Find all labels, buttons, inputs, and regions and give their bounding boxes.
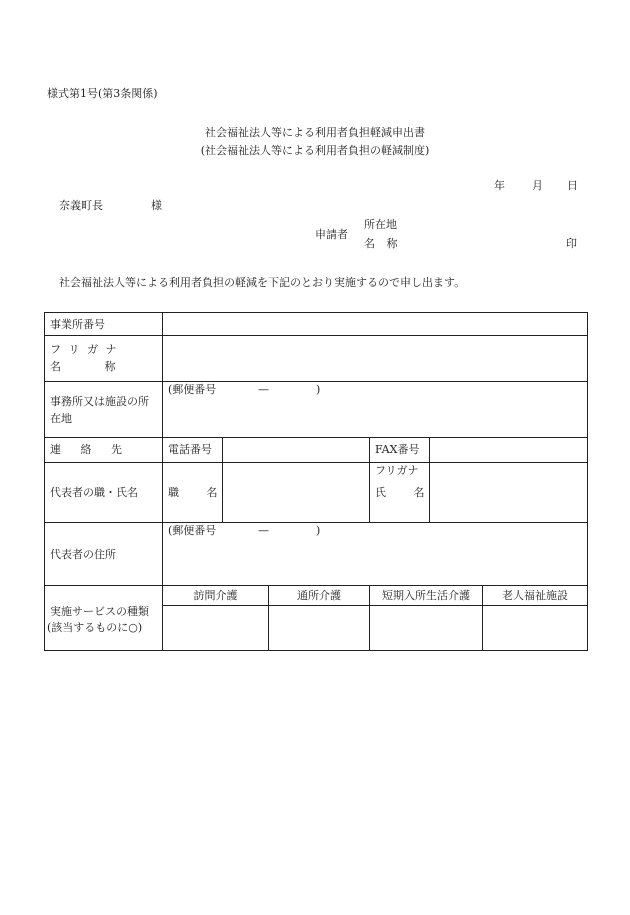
rep-furigana-label: フリガナ [375, 464, 419, 477]
applicant-label: 申請者 [315, 228, 348, 241]
date-month-label: 月 [532, 179, 543, 192]
rep-address-field[interactable] [164, 539, 586, 583]
rep-postal-dash: — [258, 524, 269, 537]
rep-postal-label: (郵便番号 [168, 524, 217, 537]
office-address-field[interactable] [164, 398, 586, 436]
service-day-care-check[interactable] [270, 607, 368, 649]
phone-field[interactable] [224, 439, 368, 461]
service-elderly-facility-header: 老人福祉施設 [502, 589, 568, 602]
service-short-stay-check[interactable] [371, 607, 481, 649]
office-address-label-line2: 在地 [50, 412, 72, 425]
addressee-name: 奈義町長 [59, 199, 103, 212]
office-number-field[interactable] [164, 314, 586, 334]
service-home-visit-care-header: 訪問介護 [193, 589, 238, 602]
applicant-address-label: 所在地 [364, 218, 397, 231]
form-number: 様式第1号(第3条関係) [47, 87, 158, 100]
office-number-label: 事業所番号 [50, 318, 105, 331]
name-label: 名 称 [50, 360, 116, 373]
fax-field[interactable] [431, 439, 586, 461]
rep-postal-close: ) [316, 524, 321, 537]
application-statement: 社会福祉法人等による利用者負担の軽減を下記のとおり実施するので申し出ます。 [59, 276, 466, 289]
form-title: 社会福祉法人等による利用者負担軽減申出書 [205, 126, 425, 139]
job-title-label: 職 名 [168, 486, 218, 499]
rep-name-label: 氏 名 [375, 486, 425, 499]
applicant-name-label: 名 称 [364, 237, 398, 250]
services-label-line1: 実施サービスの種類 [50, 605, 149, 618]
job-title-field[interactable] [224, 464, 368, 521]
date-day-label: 日 [567, 179, 578, 192]
phone-label: 電話番号 [168, 443, 212, 456]
services-label-line2: (該当するものに○) [47, 621, 143, 634]
office-name-field[interactable] [164, 337, 586, 379]
service-home-visit-care-check[interactable] [164, 607, 267, 649]
office-postal-close: ) [316, 383, 321, 396]
office-postal-label: (郵便番号 [168, 383, 217, 396]
office-address-label-line1: 事務所又は施設の所 [50, 395, 149, 408]
service-day-care-header: 通所介護 [297, 589, 341, 602]
rep-name-field[interactable] [431, 464, 586, 521]
service-short-stay-header: 短期入所生活介護 [382, 589, 470, 602]
date-year-label: 年 [494, 179, 505, 192]
form-subtitle: (社会福祉法人等による利用者負担の軽減制度) [200, 144, 430, 157]
addressee-honorific: 様 [151, 199, 162, 212]
office-postal-dash: — [258, 383, 269, 396]
rep-address-label: 代表者の住所 [50, 548, 116, 561]
service-elderly-facility-check[interactable] [484, 607, 586, 649]
fax-label: FAX番号 [375, 443, 420, 456]
contact-label: 連 絡 先 [50, 443, 122, 456]
furigana-label: フ リ ガ ナ [50, 343, 119, 356]
seal-mark: 印 [566, 237, 577, 250]
rep-title-name-label: 代表者の職・氏名 [50, 486, 138, 499]
